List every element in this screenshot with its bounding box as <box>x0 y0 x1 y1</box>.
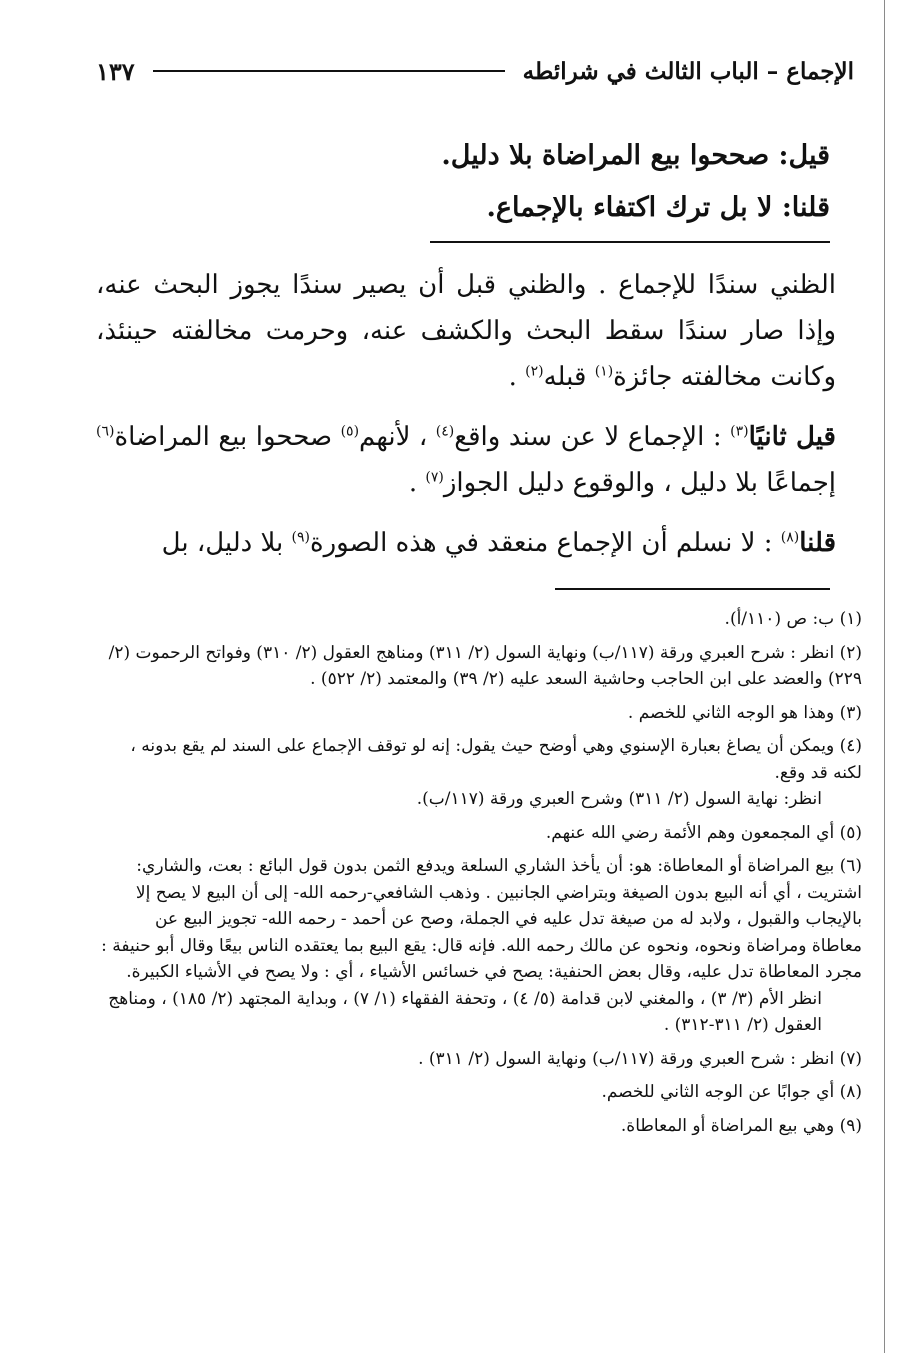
question-text: صححوا بيع المراضاة بلا دليل. <box>441 140 770 171</box>
paragraph-1-tail: قبله <box>543 362 595 392</box>
footnotes-rule <box>555 588 830 590</box>
footnote-ref-8[interactable]: (٨) <box>780 529 800 546</box>
footnote-4 <box>100 733 862 813</box>
paragraph-2-text-d: إجماعًا بلا دليل ، والوقوع دليل الجواز <box>443 468 836 498</box>
page-number: ١٣٧ <box>96 56 135 86</box>
paragraph-1-text: الظني سندًا للإجماع . والظني قبل أن يصير سندًا يجوز البحث عنه، وإذا صار سندًا سقط البحث والكشف عنه، وحرمت مخالفته حينئذ، وكانت مخالفته جائزة <box>96 270 836 392</box>
footnote-6-text: (٦) بيع المراضاة أو المعاطاة: هو: أن يأخذ الشاري السلعة ويدفع الثمن بدون قول البائع : بعت، والشاري: اشتريت ، أي أنه البيع بدون الصيغة وبتراضي الجانبين . وذهب الشافعي-رحمه الله- إلى أن البيع لا يصح إلا بالإيجاب والقبول ، ولابد له من صيغة تدل عليه في الجملة، وصح عن أحمد - رحمه الله- تجويز البيع عن معاطاة ومراضاة ونحوه، ونحوه عن مالك رحمه الله. فإنه قال: يقع البيع بما يعتقده الناس بيعًا وقال أبو حنيفة : مجرد المعاطاة تدل عليه، وقال بعض الحنفية: يصح في خسائس الأشياء ، أي : ولا يصح في الأشياء الكبيرة. <box>101 856 862 982</box>
header-title: الإجماع – الباب الثالث في شرائطه <box>522 57 854 85</box>
footnote-1: (١) ب: ص (١١٠/أ). <box>724 609 862 629</box>
paragraph-3-text-a: : لا نسلم أن الإجماع منعقد في هذه الصورة <box>310 528 781 558</box>
paragraph-2-text-b: ، لأنهم <box>359 422 436 452</box>
qa-box <box>430 130 830 234</box>
paragraph-3-label: قلنا <box>799 528 836 558</box>
footnote-8: (٨) أي جوابًا عن الوجه الثاني للخصم. <box>601 1082 862 1102</box>
footnote-ref-7[interactable]: (٧) <box>425 469 444 486</box>
footnote-ref-6[interactable]: (٦) <box>96 423 115 440</box>
footnote-ref-3[interactable]: (٣) <box>730 423 749 440</box>
question-line <box>430 130 830 182</box>
answer-label: قلنا: <box>781 192 830 223</box>
footnote-ref-4[interactable]: (٤) <box>435 423 455 440</box>
footnote-4-ref: انظر: نهاية السول (٢/ ٣١١) وشرح العبري ورقة (١١٧/ب). <box>416 789 822 809</box>
footnote-7: (٧) انظر : شرح العبري ورقة (١١٧/ب) ونهاية السول (٢/ ٣١١) . <box>418 1048 862 1069</box>
footnote-6 <box>100 853 862 1039</box>
header-rule <box>153 70 505 72</box>
answer-line <box>430 182 830 234</box>
question-label: قيل: <box>778 140 830 171</box>
footnote-6-ref: انظر الأم (٣/ ٣) ، والمغني لابن قدامة (٥/ ٤) ، وتحفة الفقهاء (١/ ٧) ، وبداية المجتهد (٢/ ١٨٥) ، ومناهج العقول (٢/ ٣١١-٣١٢) . <box>108 988 822 1035</box>
footnote-5: (٥) أي المجمعون وهم الأئمة رضي الله عنهم. <box>545 822 862 843</box>
qa-rule <box>430 241 830 243</box>
paragraph-2-label: قيل ثانيًا <box>748 422 836 452</box>
paragraph-2-text-c: صححوا بيع المراضاة <box>114 422 341 452</box>
footnote-ref-1[interactable]: (١) <box>594 363 614 380</box>
paragraph-1 <box>96 262 836 400</box>
main-text <box>96 262 836 580</box>
footnote-ref-5[interactable]: (٥) <box>340 423 360 440</box>
paragraph-2-text-a: : الإجماع لا عن سند واقع <box>454 422 731 452</box>
footnote-ref-9[interactable]: (٩) <box>291 529 310 546</box>
footnote-9: (٩) وهي بيع المراضاة أو المعاطاة. <box>620 1115 862 1136</box>
answer-text: لا بل ترك اكتفاء بالإجماع. <box>486 192 773 223</box>
footnote-ref-2[interactable]: (٢) <box>525 363 544 380</box>
footnotes <box>100 606 862 1146</box>
paragraph-3-text-b: بلا دليل، بل <box>161 528 292 558</box>
paragraph-2 <box>96 414 836 506</box>
paragraph-3 <box>96 520 836 566</box>
running-header <box>96 46 854 96</box>
paragraph-1-end: . <box>508 362 526 392</box>
footnote-4-text: (٤) ويمكن أن يصاغ بعبارة الإسنوي وهي أوضح حيث يقول: إنه لو توقف الإجماع على السند لم يقع بدونه ، لكنه قد وقع. <box>130 736 862 783</box>
footnote-2: (٢) انظر : شرح العبري ورقة (١١٧/ب) ونهاية السول (٢/ ٣١١) ومناهج العقول (٢/ ٣١٠) وفواتح الرحموت (٢/ ٢٢٩) والعضد على ابن الحاجب وحاشية السعد عليه (٢/ ٣٩) والمعتمد (٢/ ٥٢٢) . <box>108 642 862 689</box>
paragraph-2-text-e: . <box>408 468 426 498</box>
footnote-3: (٣) وهذا هو الوجه الثاني للخصم . <box>627 702 862 723</box>
page-edge-rule <box>884 0 885 1353</box>
